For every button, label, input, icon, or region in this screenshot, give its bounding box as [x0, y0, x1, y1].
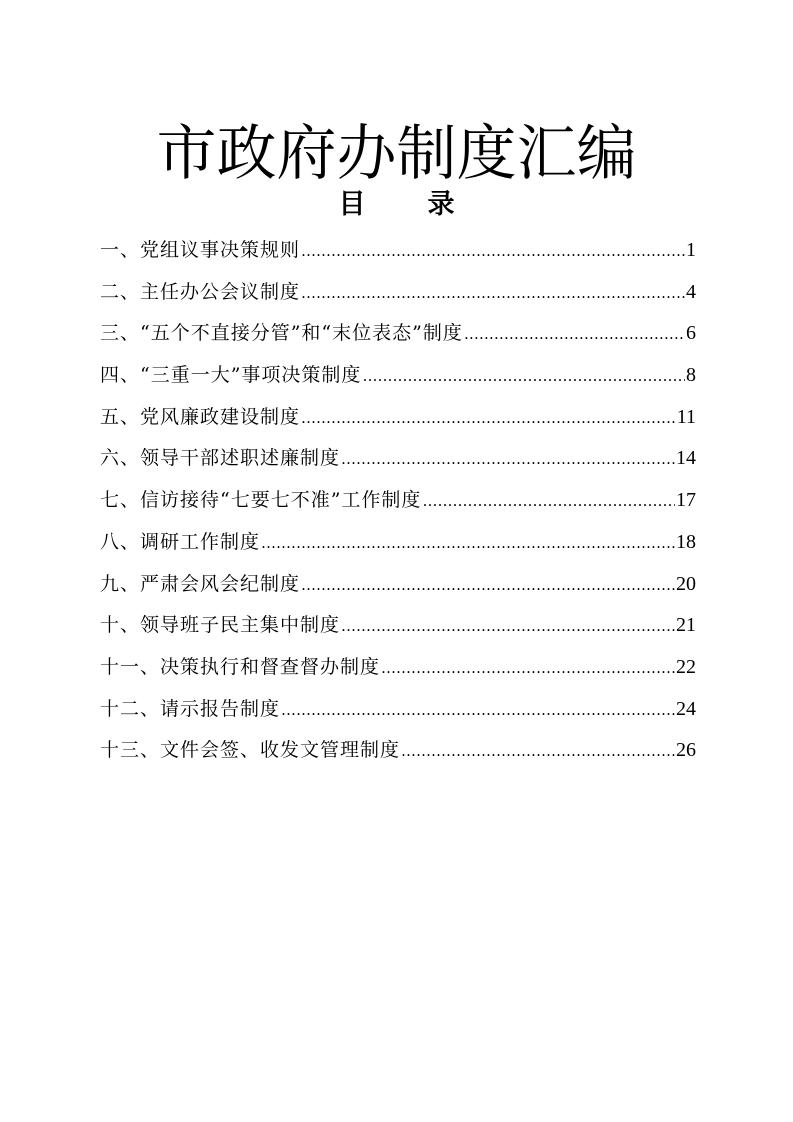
- toc-page-number: 21: [676, 614, 696, 637]
- toc-page-number: 24: [676, 697, 696, 720]
- toc-page-number: 14: [676, 447, 696, 470]
- toc-entry[interactable]: [100, 230, 696, 272]
- toc-entry[interactable]: [100, 438, 696, 480]
- toc-entry-label: 六、领导干部述职述廉制度: [100, 447, 341, 470]
- toc-entry-label: 三、“五个不直接分管”和“末位表态”制度: [100, 322, 463, 345]
- toc-entry[interactable]: [100, 522, 696, 564]
- toc-entry[interactable]: [100, 480, 696, 522]
- toc-page-number: 6: [686, 322, 696, 345]
- toc-page-number: 20: [676, 572, 696, 595]
- toc-leader-dots: [381, 648, 675, 690]
- toc-entry[interactable]: [100, 689, 696, 731]
- table-of-contents: [100, 230, 696, 772]
- toc-leader-dots: [422, 481, 675, 523]
- toc-entry-label: 九、严肃会风会纪制度: [100, 572, 301, 595]
- toc-entry[interactable]: [100, 313, 696, 355]
- toc-page-number: 22: [676, 655, 696, 678]
- toc-page-number: 11: [676, 405, 696, 428]
- toc-leader-dots: [464, 314, 685, 356]
- toc-leader-dots: [301, 565, 675, 607]
- toc-page-number: 1: [686, 239, 696, 261]
- toc-leader-dots: [301, 398, 676, 440]
- toc-entry-label: 一、党组议事决策规则: [100, 239, 301, 261]
- toc-entry[interactable]: [100, 564, 696, 606]
- toc-leader-dots: [362, 356, 685, 398]
- toc-entry[interactable]: [100, 272, 696, 314]
- toc-page-number: 17: [676, 489, 696, 512]
- toc-leader-dots: [341, 439, 675, 481]
- toc-heading-char-1: 目: [338, 189, 366, 220]
- toc-entry-label: 十二、请示报告制度: [100, 697, 281, 720]
- toc-entry[interactable]: [100, 397, 696, 439]
- toc-entry-label: 五、党风廉政建设制度: [100, 405, 301, 428]
- document-title: 市政府办制度汇编: [156, 119, 637, 189]
- toc-entry[interactable]: [100, 730, 696, 772]
- toc-heading: [0, 188, 793, 222]
- toc-entry-label: 二、主任办公会议制度: [100, 280, 301, 303]
- toc-leader-dots: [401, 731, 675, 773]
- toc-entry-label: 四、“三重一大”事项决策制度: [100, 364, 362, 387]
- toc-leader-dots: [261, 523, 675, 565]
- toc-leader-dots: [301, 231, 685, 273]
- toc-entry-label: 七、信访接待“七要七不准”工作制度: [100, 489, 422, 512]
- toc-entry[interactable]: [100, 355, 696, 397]
- toc-entry-label: 十一、决策执行和督查督办制度: [100, 655, 381, 678]
- toc-page-number: 26: [676, 739, 696, 762]
- toc-page-number: 4: [686, 280, 696, 303]
- toc-entry-label: 十、领导班子民主集中制度: [100, 614, 341, 637]
- toc-leader-dots: [341, 606, 675, 648]
- toc-page-number: 8: [686, 364, 696, 387]
- toc-entry[interactable]: [100, 605, 696, 647]
- toc-leader-dots: [281, 690, 675, 732]
- toc-leader-dots: [301, 273, 685, 315]
- toc-entry-label: 十三、文件会签、收发文管理制度: [100, 739, 401, 762]
- toc-page-number: 18: [676, 530, 696, 553]
- toc-entry[interactable]: [100, 647, 696, 689]
- toc-entry-label: 八、调研工作制度: [100, 530, 261, 553]
- toc-heading-char-2: 录: [427, 189, 455, 220]
